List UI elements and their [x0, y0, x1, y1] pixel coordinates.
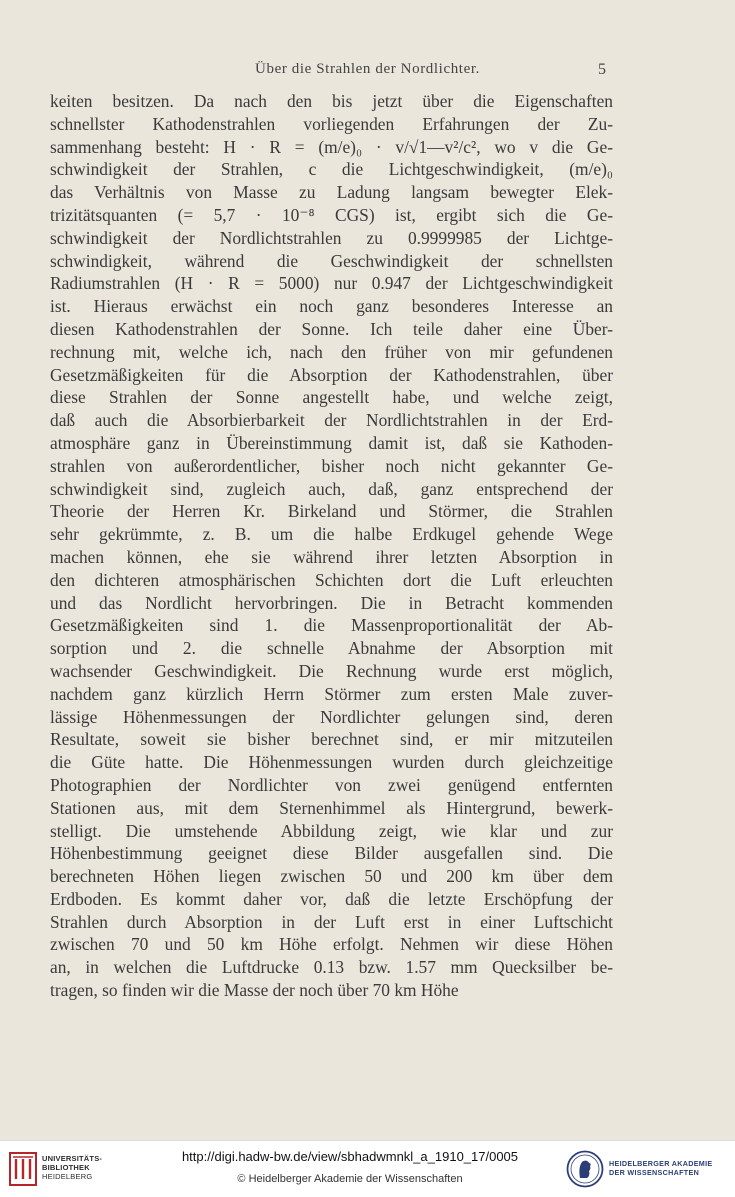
text-line: Erdboden. Es kommt daher vor, daß die letzte Erschöpfung der: [50, 888, 613, 909]
library-name-line: BIBLIOTHEK: [42, 1163, 90, 1172]
text-line: Radiumstrahlen (H · R = 5000) nur 0.947 der Lichtgeschwindigkeit: [50, 273, 613, 294]
copyright-notice: © Heidelberger Akademie der Wissenschaften: [237, 1173, 463, 1185]
text-line: schwindigkeit, während die Geschwindigkeit der schnellsten: [50, 250, 613, 271]
text-line: ist. Hieraus erwächst ein noch ganz besonderes Interesse an: [50, 296, 613, 317]
text-line: rechnung mit, welche ich, nach den früher von mir gefundenen: [50, 341, 613, 362]
library-name-line: UNIVERSITÄTS-: [42, 1154, 103, 1163]
text-line: wachsender Geschwindigkeit. Die Rechnung wurde erst möglich,: [50, 660, 613, 681]
text-line: nachdem ganz kürzlich Herrn Störmer zum ersten Male zuver-: [50, 683, 613, 704]
text-line: tragen, so finden wir die Masse der noch über 70 km Höhe: [50, 980, 459, 1001]
text-line: atmosphäre ganz in Übereinstimmung damit ist, daß sie Kathoden-: [50, 432, 613, 453]
text-line: das Verhältnis von Masse zu Ladung langsam bewegter Elek-: [50, 182, 613, 203]
text-line: berechneten Höhen liegen zwischen 50 und 200 km über dem: [50, 866, 613, 887]
text-line: schwindigkeit sind, zugleich auch, daß, ganz entsprechend der: [50, 478, 613, 499]
running-head: [0, 61, 735, 81]
text-line: sehr gekrümmte, z. B. um die halbe Erdkugel gehende Wege: [50, 524, 613, 545]
text-line: schwindigkeit der Nordlichtstrahlen zu 0.9999985 der Lichtge-: [50, 227, 613, 248]
text-line: Strahlen durch Absorption in der Luft erst in einer Luftschicht: [50, 911, 613, 932]
body-text: [50, 90, 613, 1002]
text-line: Stationen aus, mit dem Sternenhimmel als Hintergrund, bewerk-: [50, 797, 613, 818]
text-line: Höhenbestimmung geeignet diese Bilder ausgefallen sind. Die: [50, 843, 613, 864]
text-line: lässige Höhenmessungen der Nordlichter gelungen sind, deren: [50, 706, 613, 727]
text-line: schnellster Kathodenstrahlen vorliegenden Erfahrungen der Zu-: [50, 113, 613, 134]
viewer-footer: [0, 1140, 735, 1197]
text-line: daß auch die Absorbierbarkeit der Nordlichtstrahlen in der Erd-: [50, 410, 613, 431]
text-line: trizitätsquanten (= 5,7 · 10⁻⁸ CGS) ist, ergibt sich die Ge-: [50, 204, 613, 225]
running-title: Über die Strahlen der Nordlichter.: [255, 61, 480, 77]
text-line: Photographien der Nordlichter von zwei genügend entfernten: [50, 774, 613, 795]
library-name-line: HEIDELBERG: [42, 1172, 93, 1181]
permalink-url[interactable]: http://digi.hadw-bw.de/view/sbhadwmnkl_a_1910_17/0005: [181, 1149, 519, 1164]
text-line: sorption und 2. die schnelle Abnahme der Absorption mit: [50, 638, 613, 659]
university-library-name: [42, 1154, 102, 1181]
text-line: den dichteren atmosphärischen Schichten dort die Luft erleuchten: [50, 569, 613, 590]
academy-name: [609, 1159, 712, 1177]
text-line: diesen Kathodenstrahlen der Sonne. Ich teile daher eine Über-: [50, 318, 613, 339]
text-line: Resultate, soweit sie bisher berechnet sind, er mir mitzuteilen: [50, 729, 613, 750]
text-line: die Güte hatte. Die Höhenmessungen wurden durch gleichzeitige: [50, 752, 613, 773]
academy-name-line: DER WISSENSCHAFTEN: [609, 1168, 700, 1177]
text-line: sammenhang besteht: H · R = (m/e)₀ · v/√1—v²/c², wo v die Ge-: [50, 136, 613, 157]
university-library-logo-icon: [8, 1151, 38, 1187]
text-line: Theorie der Herren Kr. Birkeland und Störmer, die Strahlen: [50, 501, 613, 522]
text-line: schwindigkeit der Strahlen, c die Lichtgeschwindigkeit, (m/e)₀: [50, 159, 613, 180]
text-line: an, in welchen die Luftdrucke 0.13 bzw. 1.57 mm Quecksilber be-: [50, 957, 613, 978]
text-line: Gesetzmäßigkeiten sind 1. die Massenproportionalität der Ab-: [50, 615, 613, 636]
text-line: diese Strahlen der Sonne angestellt habe, und welche zeigt,: [50, 387, 613, 408]
text-line: zwischen 70 und 50 km Höhe erfolgt. Nehmen wir diese Höhen: [50, 934, 613, 955]
text-line: stelligt. Die umstehende Abbildung zeigt, wie klar und zur: [50, 820, 613, 841]
page-number: 5: [598, 61, 606, 78]
academy-name-line: HEIDELBERGER AKADEMIE: [609, 1159, 713, 1168]
text-line: strahlen von außerordentlicher, bisher noch nicht gekannter Ge-: [50, 455, 613, 476]
text-line: keiten besitzen. Da nach den bis jetzt über die Eigenschaften: [50, 91, 613, 111]
text-line: und das Nordlicht hervorbringen. Die in Betracht kommenden: [50, 592, 613, 613]
text-line: Gesetzmäßigkeiten für die Absorption der Kathodenstrahlen, über: [50, 364, 613, 385]
text-line: machen können, ehe sie während ihrer letzten Absorption in: [50, 546, 613, 567]
academy-seal-icon: [566, 1150, 604, 1188]
